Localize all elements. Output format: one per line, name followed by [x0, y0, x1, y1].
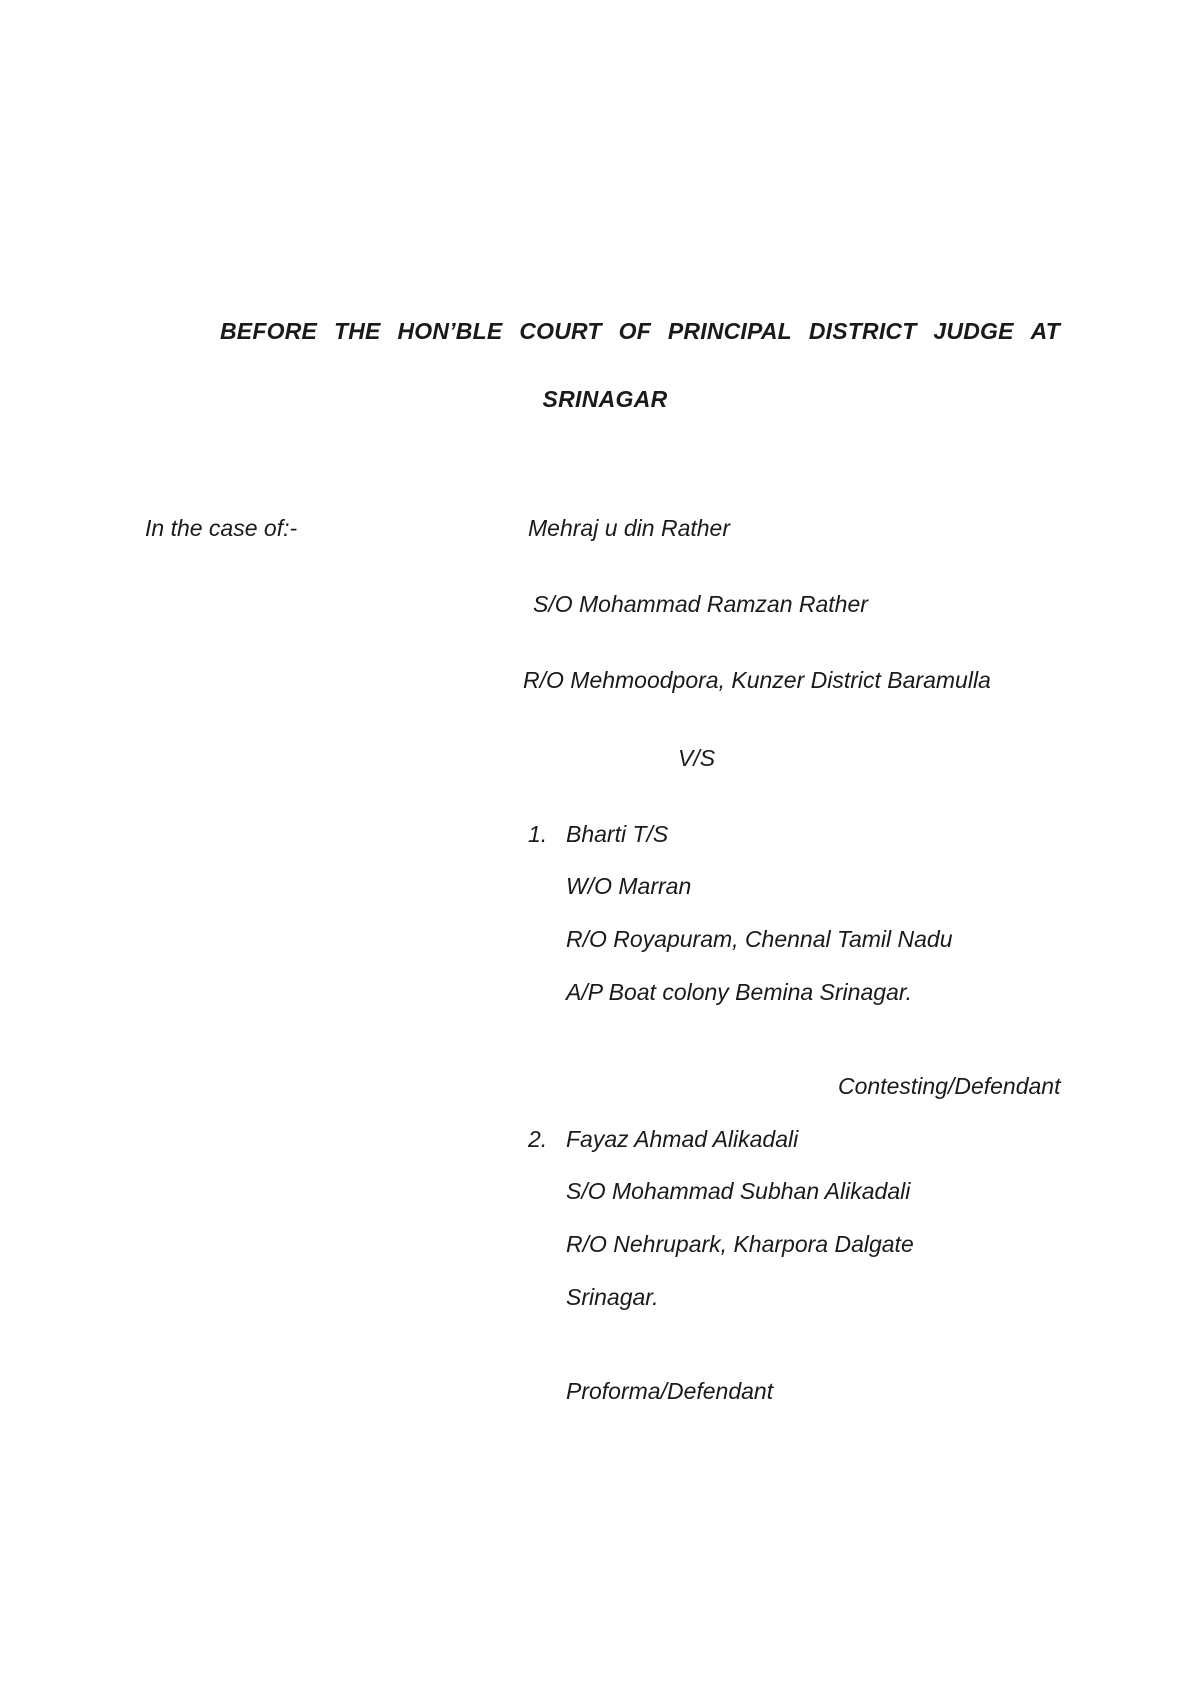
defendant-2-role: Proforma/Defendant	[566, 1378, 774, 1404]
heading-word: PRINCIPAL	[667, 318, 792, 344]
court-heading-line2: SRINAGAR	[542, 386, 668, 412]
court-heading-line1	[220, 318, 1060, 345]
defendant-1-role: Contesting/Defendant	[838, 1073, 1061, 1099]
defendant-2-line: Srinagar.	[566, 1284, 659, 1310]
defendant-2-name: Fayaz Ahmad Alikadali	[566, 1126, 799, 1152]
defendant-2-number: 2.	[528, 1126, 548, 1152]
case-label: In the case of:-	[145, 515, 298, 541]
heading-word: AT	[1030, 318, 1060, 344]
defendant-1-line: R/O Royapuram, Chennal Tamil Nadu	[566, 926, 953, 952]
plaintiff-name: Mehraj u din Rather	[528, 515, 730, 541]
heading-word: OF	[618, 318, 651, 344]
versus-label: V/S	[678, 745, 716, 771]
heading-word: JUDGE	[933, 318, 1014, 344]
defendant-1-name: Bharti T/S	[566, 821, 669, 847]
defendant-2-line: S/O Mohammad Subhan Alikadali	[566, 1178, 911, 1204]
plaintiff-parent: S/O Mohammad Ramzan Rather	[533, 591, 868, 617]
heading-word: BEFORE	[220, 318, 318, 344]
heading-word: DISTRICT	[808, 318, 917, 344]
defendant-2-line: R/O Nehrupark, Kharpora Dalgate	[566, 1231, 914, 1257]
heading-word: COURT	[519, 318, 602, 344]
heading-word: HON’BLE	[397, 318, 503, 344]
defendant-1-line: W/O Marran	[566, 873, 692, 899]
defendant-1-number: 1.	[528, 821, 548, 847]
heading-word: THE	[333, 318, 381, 344]
plaintiff-residence: R/O Mehmoodpora, Kunzer District Baramulla	[523, 667, 991, 693]
defendant-1-line: A/P Boat colony Bemina Srinagar.	[566, 979, 913, 1005]
